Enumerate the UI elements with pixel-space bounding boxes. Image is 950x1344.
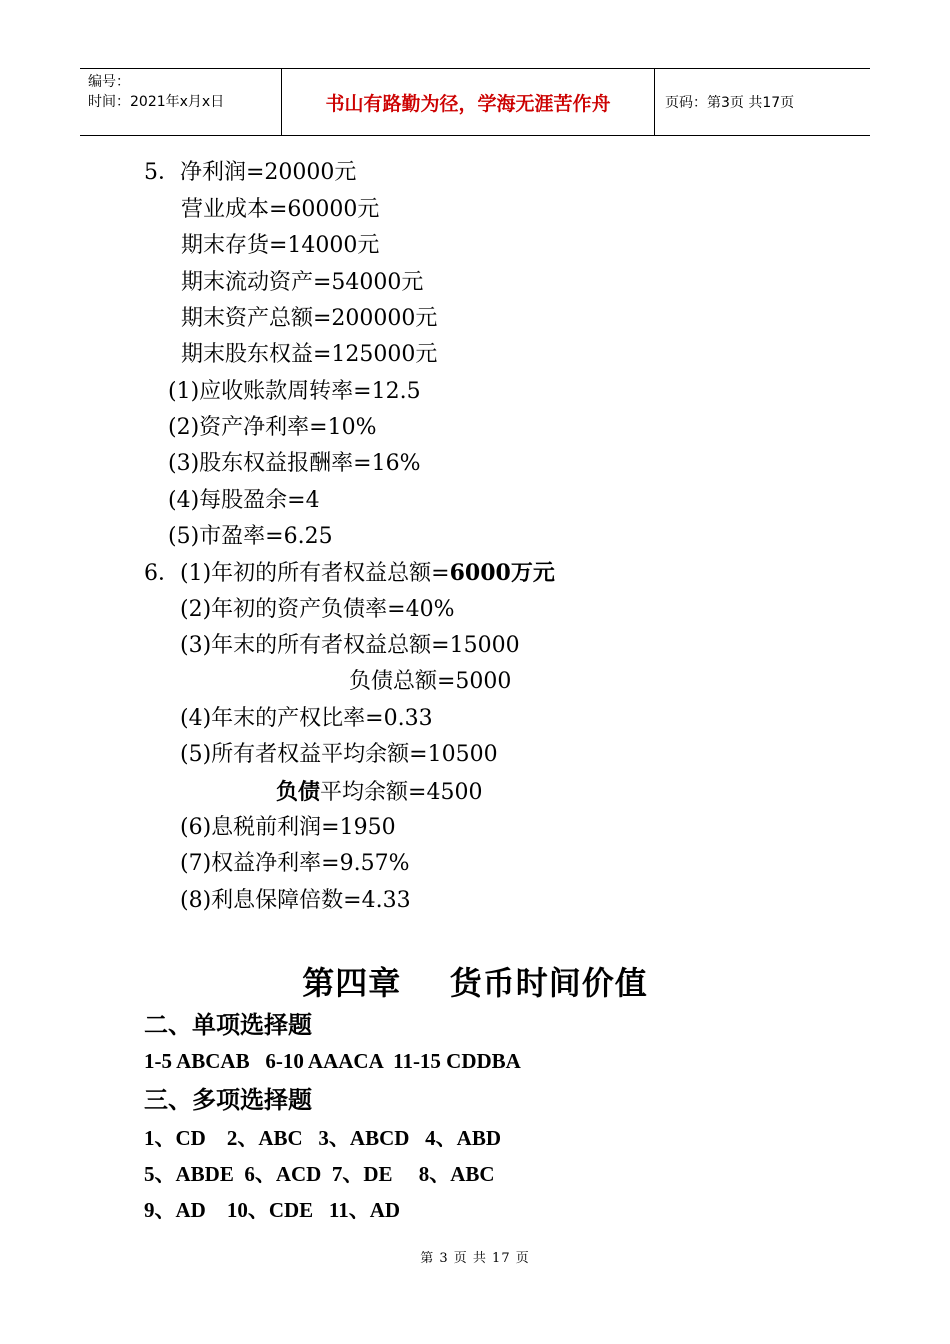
header-page-info: 页码：第3页 共17页 xyxy=(665,95,795,111)
q5-given-line: 期末存货=14000元 xyxy=(181,233,380,258)
page-header xyxy=(80,68,870,136)
q5-given-line: 期末股东权益=125000元 xyxy=(181,342,438,367)
q6-answer-line: (4)年末的产权比率=0.33 xyxy=(180,706,433,731)
multiple-choice-answers-line: 5、ABDE 6、ACD 7、DE 8、ABC xyxy=(144,1162,495,1186)
q6-answer-line: (7)权益净利率=9.57% xyxy=(180,851,410,876)
q6-answer-line: (8)利息保障倍数=4.33 xyxy=(180,888,411,913)
q6-answer-line xyxy=(276,779,482,806)
page-footer: 第 3 页 共 17 页 xyxy=(420,1251,530,1266)
document-number-label: 编号： xyxy=(88,74,130,90)
q6-answer-line: (2)年初的资产负债率=40% xyxy=(180,597,455,622)
document-time-label: 时间：2021年x月x日 xyxy=(88,94,225,110)
q5-heading: 5．净利润=20000元 xyxy=(144,160,357,185)
multiple-choice-answers-line: 1、CD 2、ABC 3、ABCD 4、ABD xyxy=(144,1126,502,1150)
q6-answer-line: (5)所有者权益平均余额=10500 xyxy=(180,742,498,767)
q6-liability-value: 平均余额=4500 xyxy=(320,780,483,805)
multiple-choice-answers-line: 9、AD 10、CDE 11、AD xyxy=(144,1198,401,1222)
q5-answer-line: (4)每股盈余=4 xyxy=(168,488,320,513)
single-choice-answers: 1-5 ABCAB 6-10 AAACA 11-15 CDDBA xyxy=(144,1049,521,1073)
q5-answer-line: (1)应收账款周转率=12.5 xyxy=(168,379,421,404)
q6-liability-label: 负债 xyxy=(276,779,321,805)
q6-answer-line: (6)息税前利润=1950 xyxy=(180,815,396,840)
q5-given-line: 期末资产总额=200000元 xyxy=(181,306,438,331)
chapter-title: 第四章 货币时间价值 xyxy=(302,964,648,1002)
section-title-single-choice: 二、单项选择题 xyxy=(144,1010,312,1039)
q6-heading-prefix: 6．(1)年初的所有者权益总额= xyxy=(144,561,450,586)
q6-answer-line: (3)年末的所有者权益总额=15000 xyxy=(180,633,520,658)
q5-answer-line: (5)市盈率=6.25 xyxy=(168,524,333,549)
header-motto: 书山有路勤为径，学海无涯苦作舟 xyxy=(282,69,655,135)
q5-given-line: 营业成本=60000元 xyxy=(181,197,380,222)
q5-given-line: 期末流动资产=54000元 xyxy=(181,270,424,295)
q5-answer-line: (2)资产净利率=10% xyxy=(168,415,377,440)
q6-answer-line: 负债总额=5000 xyxy=(349,669,512,694)
q6-heading xyxy=(144,560,555,587)
section-title-multiple-choice: 三、多项选择题 xyxy=(144,1085,312,1114)
q6-heading-value: 6000万元 xyxy=(449,560,555,586)
header-meta xyxy=(80,69,282,135)
q5-answer-line: (3)股东权益报酬率=16% xyxy=(168,451,421,476)
